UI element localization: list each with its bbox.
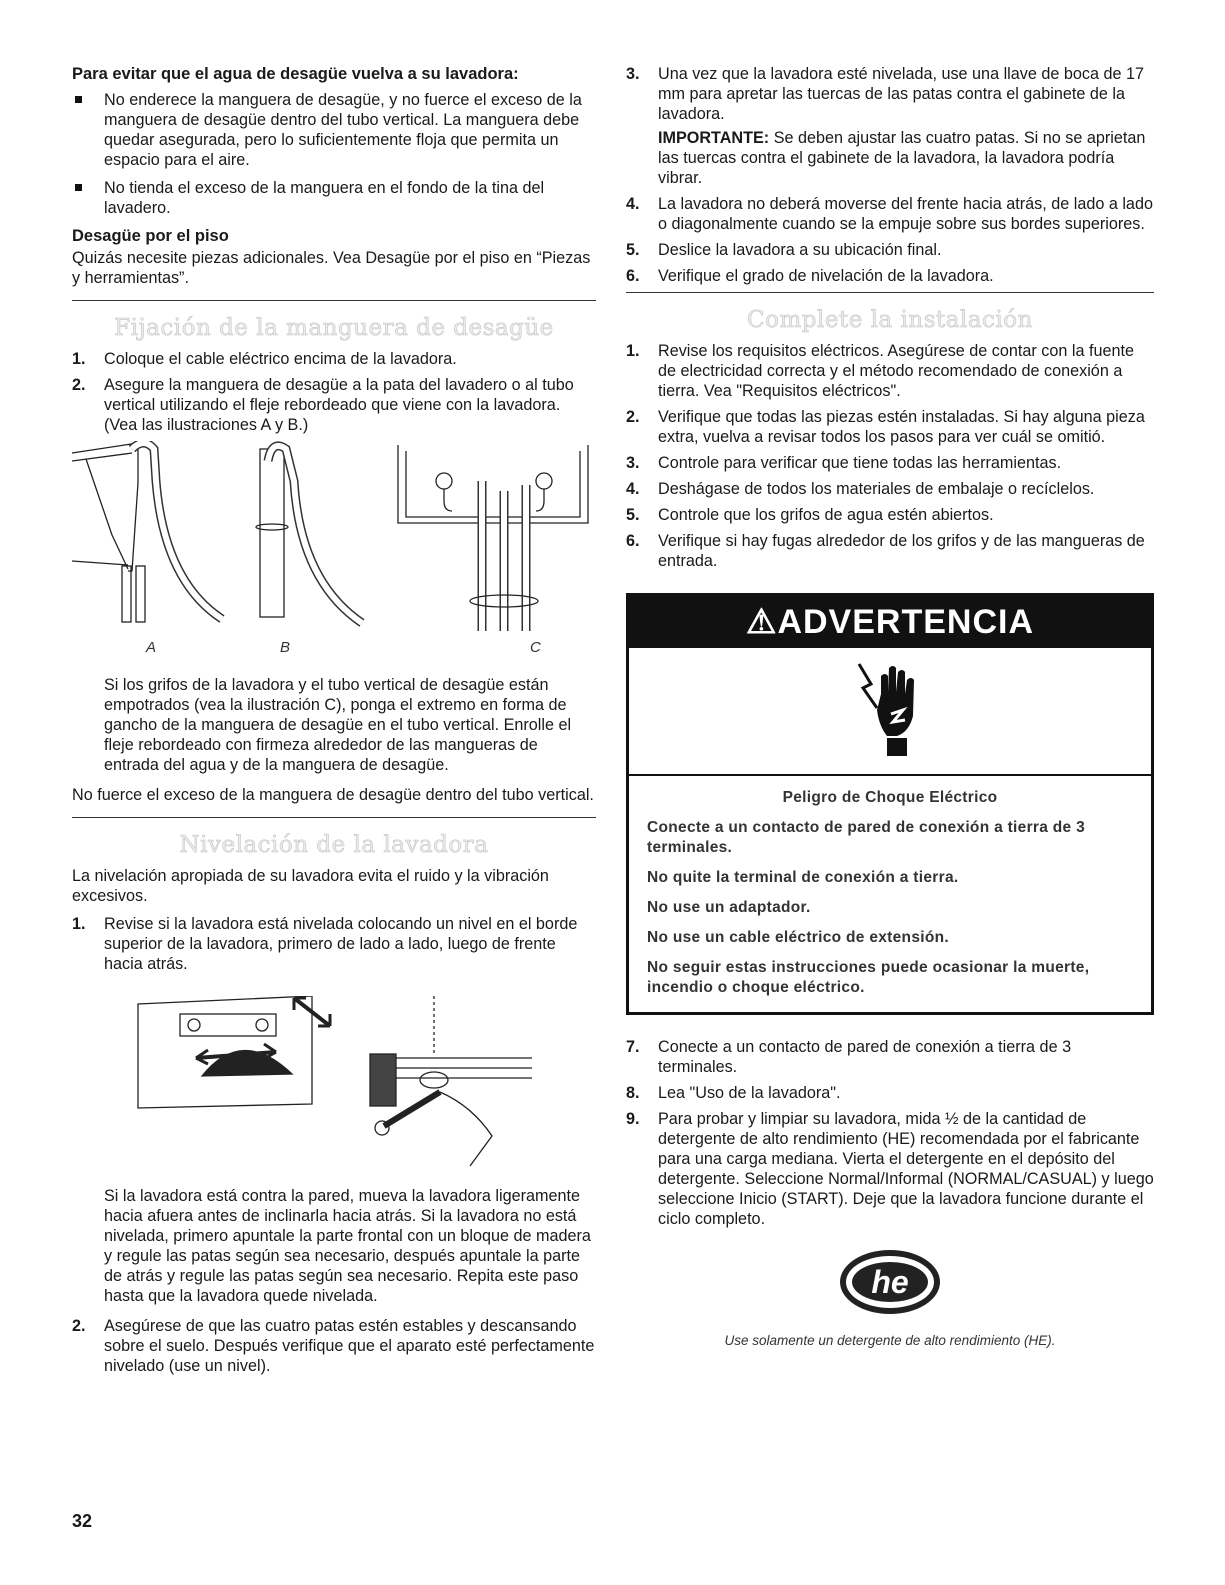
- list-item: [626, 531, 1154, 571]
- step-number: 4.: [626, 480, 640, 498]
- floor-drain-text: Quizás necesite piezas adicionales. Vea Desagüe por el piso en “Piezas y herramientas”.: [72, 249, 591, 287]
- section-title-complete-installation: Complete la instalación: [747, 307, 1033, 333]
- leveling-note: Si la lavadora está contra la pared, mueva la lavadora ligeramente hacia afuera antes de inclinarla hacia atrás. Si la lavadora no está nivelada, primero apuntale la parte frontal con un bloque de madera y regule las patas según sea necesario, después apuntale la parte de atrás y regule las patas según sea necesario. Repita este paso hasta que la lavadora quede nivelada.: [104, 1187, 591, 1305]
- step-number: 8.: [626, 1084, 640, 1102]
- warning-subtitle: Peligro de Choque Eléctrico: [782, 789, 998, 806]
- list-item: [626, 407, 1154, 447]
- list-item: [626, 453, 1154, 473]
- shock-hazard-area: [629, 648, 1151, 776]
- step-text: Lea "Uso de la lavadora".: [658, 1084, 841, 1102]
- step-number: 2.: [72, 376, 86, 394]
- warning-body: [629, 776, 1151, 1012]
- warning-line: No use un adaptador.: [647, 899, 811, 916]
- step-text: Verifique el grado de nivelación de la lavadora.: [658, 267, 994, 285]
- list-item: [72, 349, 596, 369]
- step-text: Controle que los grifos de agua estén abiertos.: [658, 506, 994, 524]
- step-number: 1.: [72, 350, 86, 368]
- step-text: Revise si la lavadora está nivelada colocando un nivel en el borde superior de la lavadora, primero de lado a lado, luego de frente hacia atrás.: [104, 915, 578, 973]
- electric-shock-icon: [853, 660, 933, 760]
- step-text: Revise los requisitos eléctricos. Asegúrese de contar con la fuente de electricidad correcta y el método recomendado de conexión a tierra. Vea "Requisitos eléctricos".: [658, 342, 1134, 400]
- warning-title: ADVERTENCIA: [777, 603, 1035, 641]
- step-text: Deslice la lavadora a su ubicación final.: [658, 241, 942, 259]
- list-item: [626, 64, 1154, 124]
- list-item: [72, 914, 596, 974]
- step-text: Deshágase de todos los materiales de embalaje o recíclelos.: [658, 480, 1095, 498]
- floor-drain-heading: Desagüe por el piso: [72, 227, 229, 245]
- divider: [72, 300, 596, 301]
- step-text: Asegúrese de que las cuatro patas estén estables y descansando sobre el suelo. Después verifique que el aparato esté perfectamente nivelado (use un nivel).: [104, 1317, 595, 1375]
- warning-line: No seguir estas instrucciones puede ocasionar la muerte, incendio o choque eléctrico.: [647, 959, 1090, 996]
- warning-box: [626, 593, 1154, 1015]
- drain-heading: Para evitar que el agua de desagüe vuelva a su lavadora:: [72, 65, 519, 83]
- he-caption: Use solamente un detergente de alto rendimiento (HE).: [724, 1333, 1056, 1348]
- step-text: Para probar y limpiar su lavadora, mida ½ de la cantidad de detergente de alto rendimiento (HE) recomendada por el fabricante para una carga mediana. Vierta el detergente en el depósito del detergente. Seleccione Normal/Informal (NORMAL/CASUAL) y luego seleccione Inicio (START). Deje que la lavadora funcione durante el ciclo completo.: [658, 1110, 1154, 1228]
- list-item: [626, 266, 1154, 286]
- page-number: 32: [72, 1511, 93, 1531]
- divider: [72, 817, 596, 818]
- list-item: [626, 1037, 1154, 1077]
- illustration-label-c: C: [530, 639, 541, 656]
- warning-line: No use un cable eléctrico de extensión.: [647, 929, 949, 946]
- leveling-illustration-svg: [72, 996, 596, 1186]
- section-title-drain-hose: Fijación de la manguera de desagüe: [114, 315, 554, 341]
- bullet-item: No tienda el exceso de la manguera en el fondo de la tina del lavadero.: [72, 178, 596, 218]
- important-text: Se deben ajustar las cuatro patas. Si no se aprietan las tuercas contra el gabinete de la lavadora, la lavadora podría vibrar.: [658, 129, 1146, 187]
- drain-hose-illustrations: [72, 441, 596, 663]
- step-number: 9.: [626, 1110, 640, 1128]
- no-force-paragraph: No fuerce el exceso de la manguera de desagüe dentro del tubo vertical.: [72, 786, 594, 804]
- warning-triangle-icon: ⚠: [745, 603, 778, 641]
- list-item: [72, 375, 596, 435]
- step-number: 2.: [626, 408, 640, 426]
- illustration-label-b: B: [280, 639, 291, 656]
- step-number: 5.: [626, 506, 640, 524]
- leveling-intro: La nivelación apropiada de su lavadora evita el ruido y la vibración excesivos.: [72, 867, 549, 905]
- illustration-label-a: A: [146, 639, 157, 656]
- step-number: 1.: [72, 915, 86, 933]
- step-number: 6.: [626, 532, 640, 550]
- left-column: [72, 64, 596, 1382]
- list-item: [626, 341, 1154, 401]
- important-note: [626, 128, 1154, 188]
- list-item: [626, 505, 1154, 525]
- step-number: 1.: [626, 342, 640, 360]
- step-text: Verifique si hay fugas alrededor de los grifos y de las mangueras de entrada.: [658, 532, 1145, 570]
- bullet-item: No enderece la manguera de desagüe, y no fuerce el exceso de la manguera de desagüe dentro del tubo vertical. La manguera debe quedar asegurada, pero lo suficientemente floja que permita un espacio para el aire.: [72, 90, 596, 170]
- important-label: IMPORTANTE:: [658, 129, 770, 147]
- step-number: 7.: [626, 1038, 640, 1056]
- list-item: [626, 479, 1154, 499]
- warning-header: [629, 596, 1151, 648]
- he-logo-area: [626, 1243, 1154, 1333]
- step-text: Asegure la manguera de desagüe a la pata del lavadero o al tubo vertical utilizando el fleje rebordeado que viene con la lavadora. (Vea las ilustraciones A y B.): [104, 376, 574, 434]
- drain-hose-illustration-svg: [72, 441, 596, 636]
- step-text: Una vez que la lavadora esté nivelada, use una llave de boca de 17 mm para apretar las tuercas de las patas contra el gabinete de la lavadora.: [658, 65, 1144, 123]
- step-number: 3.: [626, 454, 640, 472]
- step-text: Controle para verificar que tiene todas las herramientas.: [658, 454, 1062, 472]
- list-item: [626, 194, 1154, 234]
- warning-line: Conecte a un contacto de pared de conexión a tierra de 3 terminales.: [647, 819, 1085, 856]
- step-text: La lavadora no deberá moverse del frente hacia atrás, de lado a lado o diagonalmente cuando se la empuje sobre sus bordes superiores.: [658, 195, 1153, 233]
- list-item: [626, 1109, 1154, 1229]
- list-item: [626, 1083, 1154, 1103]
- section-title-leveling: Nivelación de la lavadora: [179, 832, 489, 858]
- step-number: 4.: [626, 195, 640, 213]
- grifos-paragraph: Si los grifos de la lavadora y el tubo vertical de desagüe están empotrados (vea la ilustración C), ponga el extremo en forma de gancho de la manguera de desagüe en el tubo vertical. Enrolle el fleje rebordeado con firmeza alrededor de las mangueras de entrada del agua y de la manguera de desagüe.: [104, 676, 572, 774]
- divider: [626, 292, 1154, 293]
- list-item: [626, 240, 1154, 260]
- leveling-illustrations: [72, 996, 596, 1186]
- he-logo-text: he: [871, 1264, 909, 1300]
- right-column: [626, 64, 1154, 1348]
- step-text: Conecte a un contacto de pared de conexión a tierra de 3 terminales.: [658, 1038, 1072, 1076]
- he-logo-icon: [838, 1247, 942, 1317]
- step-text: Coloque el cable eléctrico encima de la lavadora.: [104, 350, 457, 368]
- step-text: Verifique que todas las piezas estén instaladas. Si hay alguna pieza extra, vuelva a revisar todos los pasos para ver cuál se omitió.: [658, 408, 1145, 446]
- step-number: 6.: [626, 267, 640, 285]
- list-item: [72, 1316, 596, 1376]
- step-number: 5.: [626, 241, 640, 259]
- step-number: 3.: [626, 65, 640, 83]
- warning-line: No quite la terminal de conexión a tierra.: [647, 869, 959, 886]
- step-number: 2.: [72, 1317, 86, 1335]
